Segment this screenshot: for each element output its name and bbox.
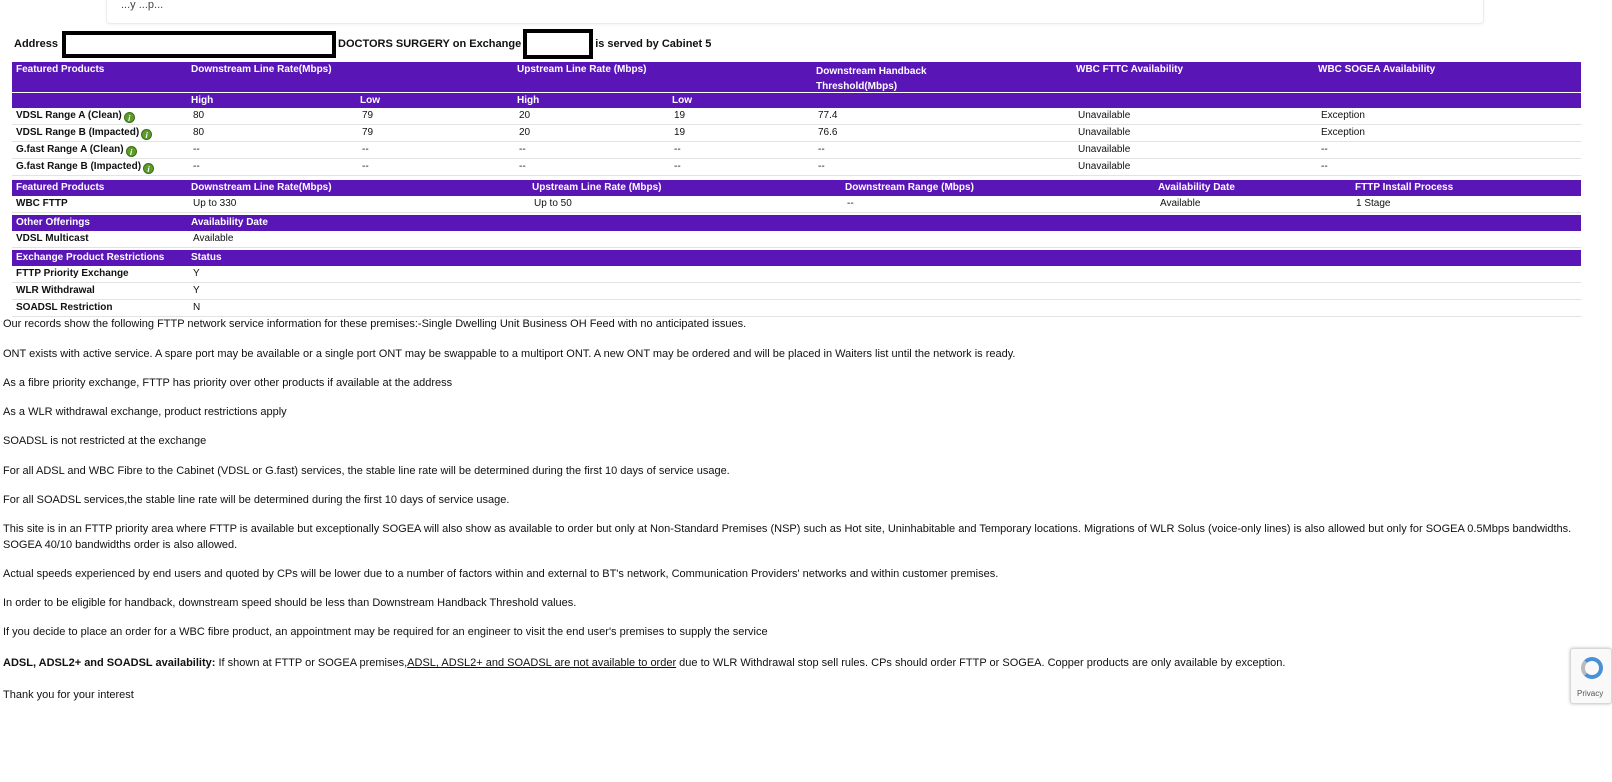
header-downstream-range: Downstream Range (Mbps) (845, 182, 974, 193)
recaptcha-privacy-label[interactable]: Privacy (1577, 689, 1604, 698)
down-high-cell: -- (193, 161, 200, 172)
down-low-cell: 79 (362, 127, 374, 138)
address-label: Address (14, 38, 59, 50)
adsl-note-bold: ADSL, ADSL2+ and SOADSL availability: (3, 657, 216, 669)
up-high-cell: -- (519, 144, 526, 155)
product-cell (16, 144, 133, 157)
table-row (12, 196, 1581, 213)
header-featured-products: Featured Products (16, 182, 105, 193)
table-row (12, 159, 1581, 176)
note-paragraph: As a WLR withdrawal exchange, product restrictions apply (3, 406, 287, 418)
header-availability-date: Availability Date (191, 217, 268, 228)
up-cell: Up to 50 (534, 198, 572, 209)
product-cell: VDSL Multicast (16, 233, 89, 244)
table-row (12, 300, 1581, 317)
header-downstream: Downstream Line Rate(Mbps) (191, 64, 332, 75)
down-high-cell: 80 (193, 110, 205, 121)
other-offerings-table (12, 215, 1581, 248)
down-low-cell: -- (362, 161, 369, 172)
fttp-table (12, 180, 1581, 213)
fttc-availability-cell: Unavailable (1078, 127, 1131, 138)
sogea-availability-cell: Exception (1321, 127, 1365, 138)
product-cell (16, 110, 131, 123)
header-fttc-availability: WBC FTTC Availability (1076, 64, 1184, 75)
subheader-up-low: Low (672, 95, 692, 106)
sogea-availability-cell: Exception (1321, 110, 1365, 121)
table-row (12, 125, 1581, 142)
threshold-cell: -- (818, 161, 825, 172)
header-upstream: Upstream Line Rate (Mbps) (517, 64, 647, 75)
restrictions-header-row (12, 250, 1581, 266)
top-card-fragment: ...y ...p... (121, 0, 164, 11)
adsl-note-post: due to WLR Withdrawal stop sell rules. CPs should order FTTP or SOGEA. Copper products are only available by exception. (676, 657, 1286, 669)
fttc-subheader-row (12, 93, 1581, 108)
process-cell: 1 Stage (1356, 198, 1391, 209)
note-paragraph: SOADSL is not restricted at the exchange (3, 435, 207, 447)
header-sogea-availability: WBC SOGEA Availability (1318, 64, 1436, 75)
note-paragraph: For all SOADSL services,the stable line rate will be determined during the first 10 days of service usage. (3, 494, 510, 506)
subheader-up-high: High (517, 95, 540, 106)
restrictions-table (12, 250, 1581, 317)
note-paragraph: For all ADSL and WBC Fibre to the Cabinet (VDSL or G.fast) services, the stable line rate will be determined during the first 10 days of service usage. (3, 465, 730, 477)
table-row (12, 231, 1581, 248)
restriction-status: N (193, 302, 201, 313)
date-cell: Available (1160, 198, 1201, 209)
redacted-exchange (523, 29, 593, 59)
note-paragraph: This site is in an FTTP priority area where FTTP is available but exceptionally SOGEA will also show as available to order but only at Non-Standard Premises (NSP) such as Hot site, Uninhabitable and Temporary locations. Migrations of WLR Solus (voice-only lines) is also allowed but only for SOGEA 0.5Mbps bandwidths. SOGEA 40/10 bandwidths order is also allowed. (3, 523, 1572, 551)
header-featured-products: Featured Products (16, 64, 105, 75)
threshold-cell: -- (818, 144, 825, 155)
adsl-note-pre: If shown at FTTP or SOGEA premises, (215, 657, 408, 669)
header-downstream: Downstream Line Rate(Mbps) (191, 182, 332, 193)
header-availability-date: Availability Date (1158, 182, 1235, 193)
up-low-cell: -- (674, 161, 681, 172)
down-cell: Up to 330 (193, 198, 237, 209)
down-low-cell: -- (362, 144, 369, 155)
note-paragraph: Actual speeds experienced by end users and quoted by CPs will be lower due to a number of factors within and external to BT's network, Communication Providers' networks and within customer premises. (3, 568, 999, 580)
sogea-availability-cell: -- (1321, 144, 1328, 155)
info-icon[interactable]: i (126, 146, 137, 157)
adsl-availability-note (3, 655, 1588, 671)
header-upstream: Upstream Line Rate (Mbps) (532, 182, 662, 193)
fttc-header-row (12, 62, 1581, 92)
info-icon[interactable]: i (143, 163, 154, 174)
product-name: VDSL Range B (Impacted) (16, 127, 140, 138)
down-high-cell: 80 (193, 127, 205, 138)
fttc-availability-cell: Unavailable (1078, 110, 1131, 121)
product-name: G.fast Range A (Clean) (16, 144, 124, 155)
table-row (12, 142, 1581, 159)
restriction-name: SOADSL Restriction (16, 302, 113, 313)
address-middle-text: DOCTORS SURGERY on Exchange (338, 38, 522, 50)
fttp-header-row (12, 180, 1581, 196)
info-icon[interactable]: i (124, 112, 135, 123)
top-card (106, 0, 1484, 24)
down-high-cell: -- (193, 144, 200, 155)
adsl-not-available-link[interactable]: ADSL, ADSL2+ and SOADSL are not available to order (407, 657, 677, 669)
header-other-offerings: Other Offerings (16, 217, 90, 228)
note-paragraph: If you decide to place an order for a WBC fibre product, an appointment may be required for an engineer to visit the end user's premises to supply the service (3, 626, 768, 638)
up-low-cell: 19 (674, 110, 686, 121)
fttc-availability-cell: Unavailable (1078, 161, 1131, 172)
sogea-availability-cell: -- (1321, 161, 1328, 172)
cabinet-text: is served by Cabinet 5 (595, 38, 712, 50)
header-status: Status (191, 252, 222, 263)
up-high-cell: 20 (519, 110, 531, 121)
restriction-name: WLR Withdrawal (16, 285, 95, 296)
other-header-row (12, 215, 1581, 231)
product-cell (16, 161, 150, 174)
fttc-availability-cell: Unavailable (1078, 144, 1131, 155)
subheader-down-low: Low (360, 95, 380, 106)
note-paragraph: ONT exists with active service. A spare port may be available or a single port ONT may be swappable to a multiport ONT. A new ONT may be ordered and will be placed in Waiters list until the network is ready. (3, 348, 1016, 360)
restriction-name: FTTP Priority Exchange (16, 268, 129, 279)
note-paragraph: As a fibre priority exchange, FTTP has priority over other products if available at the address (3, 377, 453, 389)
table-row (12, 108, 1581, 125)
threshold-cell: 77.4 (818, 110, 838, 121)
redacted-address (62, 31, 336, 58)
date-cell: Available (193, 233, 234, 244)
product-cell (16, 127, 148, 140)
table-row (12, 266, 1581, 283)
header-handback: Downstream Handback Threshold(Mbps) (816, 66, 927, 92)
product-name: VDSL Range A (Clean) (16, 110, 122, 121)
header-install-process: FTTP Install Process (1355, 182, 1454, 193)
subheader-down-high: High (191, 95, 214, 106)
restriction-status: Y (193, 285, 200, 296)
info-icon[interactable]: i (141, 129, 152, 140)
thanks-text: Thank you for your interest (3, 689, 134, 701)
table-row (12, 283, 1581, 300)
address-line (14, 30, 711, 58)
note-paragraph: In order to be eligible for handback, downstream speed should be less than Downstream Handback Threshold values. (3, 597, 577, 609)
product-name: G.fast Range B (Impacted) (16, 161, 142, 172)
recaptcha-icon (1581, 657, 1603, 679)
product-cell: WBC FTTP (16, 198, 68, 209)
recaptcha-badge[interactable] (1570, 648, 1612, 704)
range-cell: -- (847, 198, 854, 209)
threshold-cell: 76.6 (818, 127, 838, 138)
restriction-status: Y (193, 268, 200, 279)
header-restrictions: Exchange Product Restrictions (16, 252, 165, 263)
fttc-table (12, 62, 1581, 176)
up-low-cell: -- (674, 144, 681, 155)
up-high-cell: -- (519, 161, 526, 172)
up-low-cell: 19 (674, 127, 686, 138)
note-paragraph: Our records show the following FTTP network service information for these premises:-Single Dwelling Unit Business OH Feed with no anticipated issues. (3, 318, 747, 330)
down-low-cell: 79 (362, 110, 374, 121)
up-high-cell: 20 (519, 127, 531, 138)
